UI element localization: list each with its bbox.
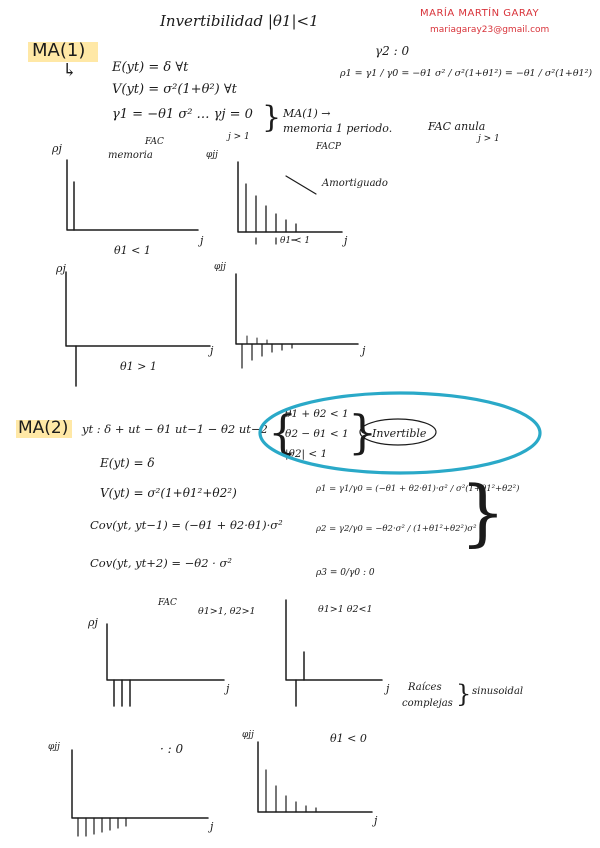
ma1-facp-label: FACP [316, 142, 341, 152]
ma2-invertible-circle [360, 419, 436, 445]
ma1-fac-anula: FAC anula [428, 120, 486, 133]
ma1-gamma-eq: γ1 = −θ1 σ² … γj = 0 [112, 107, 253, 122]
ma2-roots-note2: complejas [402, 698, 453, 709]
ma2-c3-condition: · : 0 [160, 742, 184, 756]
ma2-cond2: θ2 − θ1 < 1 [285, 428, 349, 440]
ma1-brace-note2: memoria 1 periodo. [283, 122, 393, 135]
ma2-fac-label: FAC [158, 598, 177, 608]
ma1-facp-chart-top-pointer [286, 176, 316, 194]
author-name: MARÍA MARTÍN GARAY [420, 8, 540, 19]
ma2-rho1-eq: ρ1 = γ1/γ0 = (−θ1 + θ2·θ1)·σ² / σ²(1+θ1²+θ2²) [316, 484, 520, 494]
ma2-facp-chart-a-bars [78, 818, 126, 836]
ma2-fac-chart-a-bars [114, 680, 130, 706]
ma1-gamma2: γ2 : 0 [375, 44, 410, 58]
ma2-cond-brace-right: } [348, 405, 378, 459]
ma1-facp-chart-top-bars [246, 184, 296, 232]
ma2-case-a: θ1>1, θ2>1 [198, 606, 256, 617]
ma1-amortiguado: Amortiguado [322, 178, 388, 189]
ma2-label: MA(2) [18, 418, 69, 438]
ma2-c4-condition: θ1 < 0 [330, 732, 367, 745]
ma1-brace-note1: MA(1) → [283, 107, 331, 120]
ma2-fac-chart-a [107, 624, 224, 706]
ma1-c4-yaxis-label: φjj [214, 262, 226, 272]
ma1-facp-chart-bottom-bars-up [247, 336, 267, 344]
ma2-facp-chart-b-bars [266, 770, 316, 812]
ma2-cond-brace: { [268, 405, 298, 459]
ma1-facp-chart-bottom-axes [236, 274, 358, 344]
ma1-brace: } [262, 100, 282, 135]
ma2-rho2-eq: ρ2 = γ2/γ0 = −θ2·σ² / (1+θ1²+θ2²)σ² [316, 524, 477, 534]
ma2-roots-note3: sinusoidal [472, 686, 524, 697]
ma1-c3-condition: θ1 > 1 [120, 360, 157, 373]
ma2-c1-yaxis-label: ρj [88, 616, 98, 629]
ma2-fac-chart-b-axes [286, 600, 382, 680]
ma2-case-b: θ1>1 θ2<1 [318, 604, 373, 615]
ma1-c2-yaxis-label: φjj [206, 150, 218, 160]
ma1-c3-xaxis-label: j [210, 344, 214, 357]
ma1-gamma-cond: j > 1 [228, 132, 250, 142]
ma2-c2-xaxis-label: j [386, 682, 390, 695]
ma2-mean-eq: E(yt) = δ [100, 456, 155, 470]
ma1-c1-condition: θ1 < 1 [114, 244, 151, 257]
ma2-fac-chart-b-bars [296, 652, 304, 706]
ma2-facp-chart-a-axes [72, 750, 208, 818]
ma1-fac-chart-bottom-axes [66, 272, 210, 346]
ma1-c3-yaxis-label: ρj [56, 262, 66, 275]
ma1-label: MA(1) [32, 40, 86, 61]
ma2-invertible-ring [260, 393, 540, 473]
ma2-rho-brace: } [460, 470, 506, 554]
ma1-mean-eq: E(yt) = δ ∀t [112, 60, 189, 75]
ma1-facp-chart-top [238, 162, 342, 244]
ma2-cov2-eq: Cov(yt, yt+2) = −θ2 · σ² [90, 556, 232, 570]
ma2-c4-yaxis-label: φjj [242, 730, 254, 740]
ma2-roots-note1: Raíces [408, 682, 442, 693]
ma2-cond1: θ1 + θ2 < 1 [285, 408, 349, 420]
ma2-facp-chart-b-axes [258, 742, 372, 812]
ma1-memory-note: memoria [108, 150, 153, 161]
ma2-var-eq: V(yt) = σ²(1+θ1²+θ2²) [100, 486, 237, 500]
ma2-c3-xaxis-label: j [210, 820, 214, 833]
ma1-facp-chart-top-axes [238, 162, 342, 232]
page-title: Invertibilidad |θ1|<1 [160, 12, 319, 30]
ma2-fac-chart-a-axes [107, 624, 224, 680]
ma2-model-eq: yt : δ + ut − θ1 ut−1 − θ2 ut−2 [82, 422, 268, 436]
ma1-c2-xaxis-label: j [344, 234, 348, 247]
ma1-facp-chart-top-ticks [256, 238, 296, 244]
ma2-c4-xaxis-label: j [374, 814, 378, 827]
author-email: mariagaray23@gmail.com [430, 25, 550, 35]
ma1-fac-label: FAC [145, 137, 164, 147]
ma1-fac-chart-bottom [66, 272, 210, 386]
ma1-c2-condition: θ1 < 1 [280, 236, 311, 246]
ma1-fac-chart-top-axes [67, 160, 198, 230]
ma1-c1-yaxis-label: ρj [52, 142, 62, 155]
ma2-c3-yaxis-label: φjj [48, 742, 60, 752]
ma2-facp-chart-a [72, 750, 208, 836]
ma1-c4-xaxis-label: j [362, 344, 366, 357]
ma1-facp-chart-bottom [236, 274, 358, 368]
ma2-rho3-eq: ρ3 = 0/γ0 : 0 [316, 568, 375, 578]
ma2-fac-chart-b [286, 600, 382, 706]
ma1-fac-anula-cond: j > 1 [478, 134, 500, 144]
ma2-cond3: |θ2| < 1 [285, 448, 328, 460]
ma1-facp-chart-bottom-bars-down [242, 344, 292, 368]
ma2-roots-brace: } [456, 680, 472, 708]
ma1-c1-xaxis-label: j [200, 234, 204, 247]
ma1-rho1-eq: ρ1 = γ1 / γ0 = −θ1 σ² / σ²(1+θ1²) = −θ1 / σ²(1+θ1²) [340, 68, 593, 79]
ma2-facp-chart-b [258, 742, 372, 812]
ma2-cov1-eq: Cov(yt, yt−1) = (−θ1 + θ2·θ1)·σ² [90, 518, 283, 532]
ma2-invertible: Invertible [372, 427, 427, 440]
ma1-fac-chart-top [67, 160, 198, 230]
ma1-arrow: ↳ [62, 60, 78, 81]
ma2-c1-xaxis-label: j [226, 682, 230, 695]
ma1-var-eq: V(yt) = σ²(1+θ²) ∀t [112, 82, 237, 97]
